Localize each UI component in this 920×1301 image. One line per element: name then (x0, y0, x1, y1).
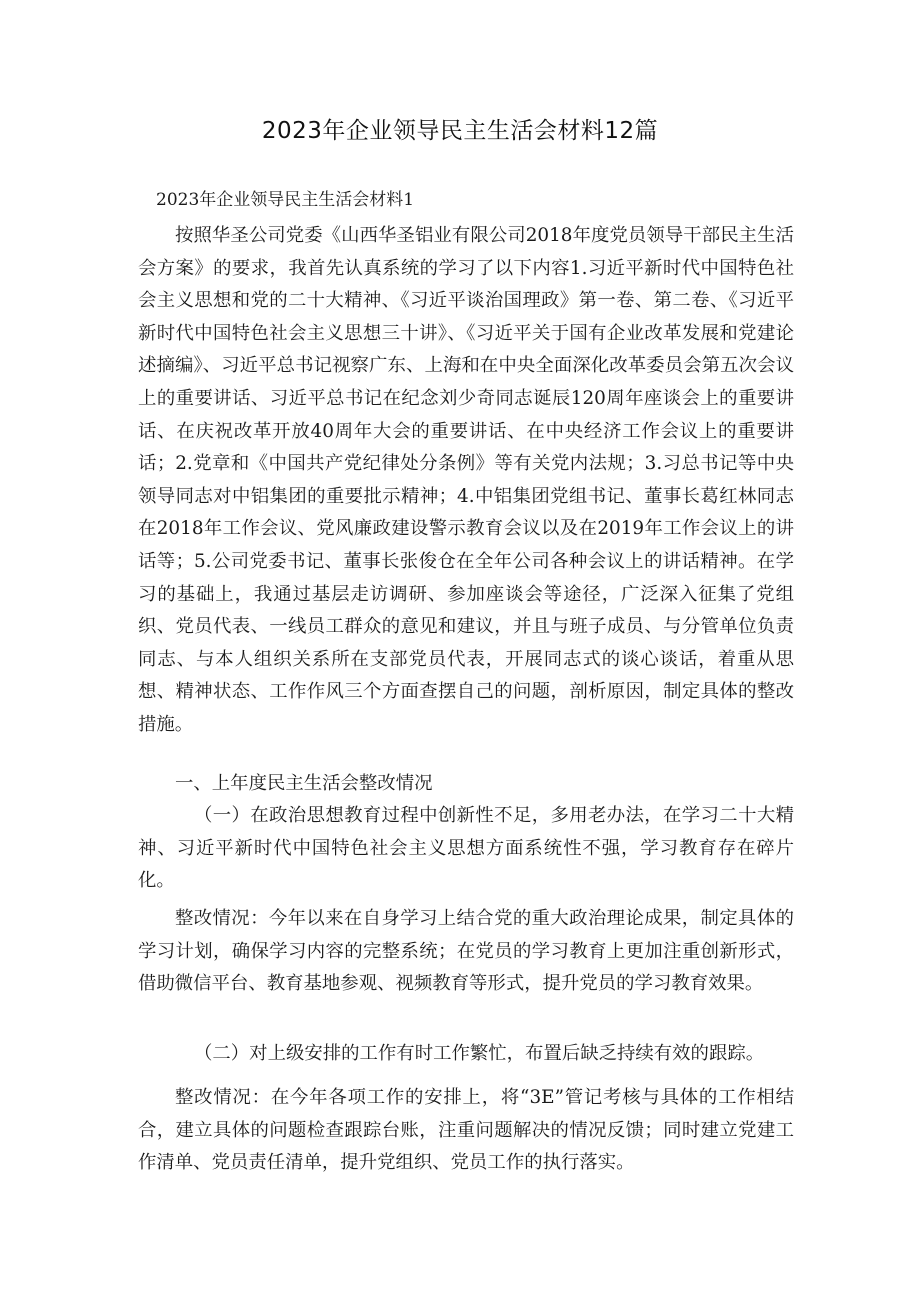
document-subtitle: 2023年企业领导民主生活会材料1 (156, 190, 415, 210)
intro-paragraph: 按照华圣公司党委《山西华圣铝业有限公司2018年度党员领导干部民主生活会方案》的要求，我首先认真系统的学习了以下内容1.习近平新时代中国特色社会主义思想和党的二十大精神、《习近平谈治国理政》第一卷、第二卷、《习近平新时代中国特色社会主义思想三十讲》、《习近平关于国有企业改革发展和党建论述摘编》、习近平总书记视察广东、上海和在中央全面深化改革委员会第五次会议上的重要讲话、习近平总书记在纪念刘少奇同志诞辰120周年座谈会上的重要讲话、在庆祝改革开放40周年大会的重要讲话、在中央经济工作会议上的重要讲话；2.党章和《中国共产党纪律处分条例》等有关党内法规；3.习总书记等中央领导同志对中铝集团的重要批示精神；4.中铝集团党组书记、董事长葛红林同志在2018年工作会议、党风廉政建设警示教育会议以及在2019年工作会议上的讲话等；5.公司党委书记、董事长张俊仓在全年公司各种会议上的讲话精神。在学习的基础上，我通过基层走访调研、参加座谈会等途径，广泛深入征集了党组织、党员代表、一线员工群众的意见和建议，并且与班子成员、与分管单位负责同志、与本人组织关系所在支部党员代表，开展同志式的谈心谈话，着重从思想、精神状态、工作作风三个方面查摆自己的问题，剖析原因，制定具体的整改措施。 (138, 225, 794, 735)
section-heading: 一、上年度民主生活会整改情况 (175, 773, 433, 794)
rectification-two-paragraph: 整改情况：在今年各项工作的安排上，将“3E”管记考核与具体的工作相结合，建立具体的问题检查跟踪台账，注重问题解决的情况反馈；同时建立党建工作清单、党员责任清单，提升党组织、党员工作的执行落实。 (138, 1087, 794, 1174)
issue-one-paragraph: （一）在政治思想教育过程中创新性不足，多用老办法，在学习二十大精神、习近平新时代中国特色社会主义思想方面系统性不强，学习教育存在碎片化。 (138, 805, 794, 892)
issue-two-paragraph: （二）对上级安排的工作有时工作繁忙，布置后缺乏持续有效的跟踪。 (194, 1043, 765, 1064)
rectification-one-paragraph: 整改情况：今年以来在自身学习上结合党的重大政治理论成果，制定具体的学习计划，确保学习内容的完整系统；在党员的学习教育上更加注重创新形式，借助微信平台、教育基地参观、视频教育等形式，提升党员的学习教育效果。 (138, 908, 794, 995)
document-title: 2023年企业领导民主生活会材料12篇 (261, 118, 659, 144)
